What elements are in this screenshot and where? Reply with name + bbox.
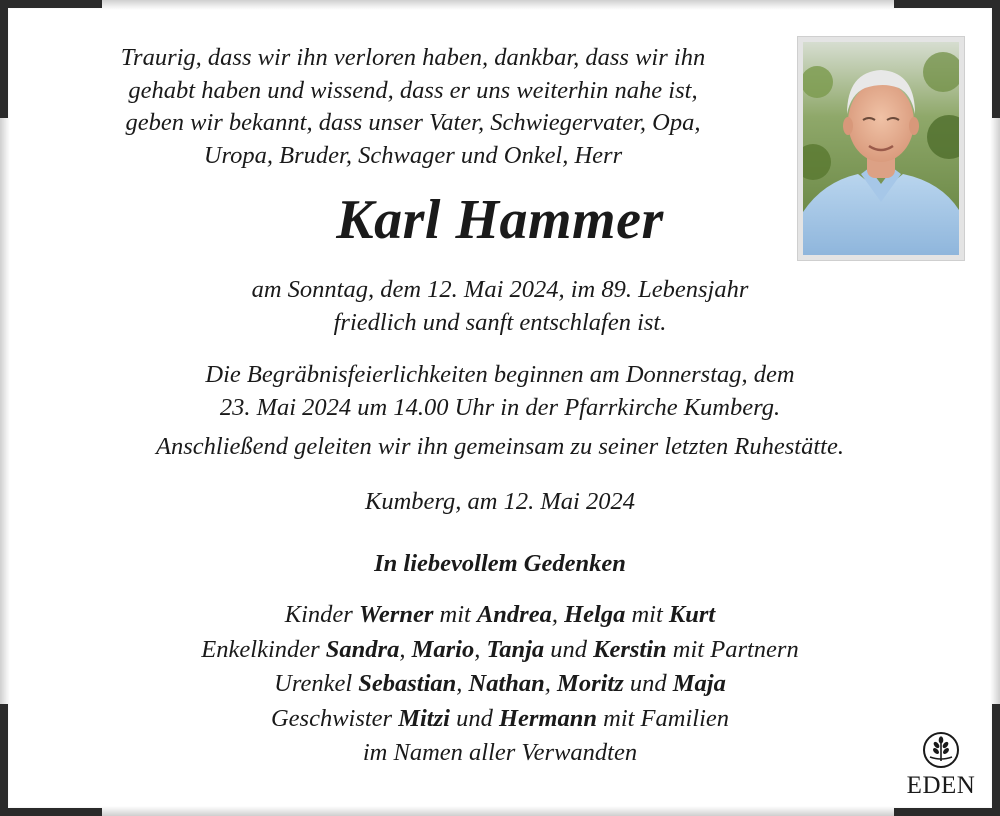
- family-text: ,: [544, 670, 558, 697]
- death-notice: [0, 274, 1000, 339]
- funeral-line: 23. Mai 2024 um 14.00 Uhr in der Pfarrkirche Kumberg.: [219, 393, 781, 421]
- wheat-emblem-icon: [921, 730, 961, 770]
- frame-corner-top-right-vertical: [992, 0, 1000, 118]
- family-text: mit Partnern: [666, 635, 799, 663]
- intro-line: gehabt haben und wissend, dass er uns weiterhin nahe ist,: [128, 76, 698, 104]
- family-text: ,: [399, 635, 412, 663]
- family-list: [0, 598, 1000, 771]
- family-name: Andrea: [476, 601, 552, 628]
- family-name: Helga: [564, 601, 626, 628]
- family-line-relatives: im Namen aller Verwandten: [362, 739, 638, 766]
- family-name: Sebastian: [358, 670, 457, 697]
- intro-line: Traurig, dass wir ihn verloren haben, dankbar, dass wir ihn: [120, 44, 706, 71]
- family-name: Kurt: [668, 601, 716, 628]
- intro-line: Uropa, Bruder, Schwager und Onkel, Herr: [203, 141, 623, 169]
- family-text: und: [623, 670, 673, 697]
- frame-corner-bottom-right: [894, 808, 1000, 816]
- family-line-great-grandchildren: [0, 667, 1000, 702]
- death-notice-line: friedlich und sanft entschlafen ist.: [333, 308, 667, 336]
- family-name: Nathan: [468, 670, 545, 697]
- family-name: Tanja: [486, 635, 545, 663]
- frame-corner-top-left-vertical: [0, 0, 8, 118]
- intro-line: geben wir bekannt, dass unser Vater, Schwiegervater, Opa,: [125, 109, 701, 136]
- family-text: Enkelkinder: [201, 635, 326, 663]
- frame-edge-bottom: [0, 806, 1000, 816]
- family-name: Mario: [411, 635, 475, 663]
- frame-corner-bottom-left: [0, 808, 102, 816]
- place-date: Kumberg, am 12. Mai 2024: [365, 488, 635, 515]
- funeral-line: Die Begräbnisfeierlichkeiten beginnen am Donnerstag, dem: [205, 361, 795, 388]
- family-text: Geschwister: [270, 704, 399, 732]
- frame-corner-top-right: [894, 0, 1000, 8]
- family-text: und: [449, 704, 499, 732]
- family-text: ,: [551, 601, 565, 628]
- family-name: Moritz: [557, 670, 624, 697]
- family-text: mit Familien: [597, 704, 730, 732]
- family-name: Sandra: [325, 635, 400, 663]
- family-name: Hermann: [498, 704, 597, 732]
- family-text: ,: [456, 670, 469, 697]
- family-text: Urenkel: [274, 670, 359, 697]
- family-text: Kinder: [284, 601, 359, 628]
- frame-edge-top: [0, 0, 1000, 10]
- eden-logo-text: EDEN: [906, 772, 976, 799]
- funeral-after-text: Anschließend geleiten wir ihn gemeinsam zu seiner letzten Ruhestätte.: [156, 433, 844, 460]
- family-text: und: [544, 635, 594, 663]
- family-line-siblings: [0, 702, 1000, 737]
- eden-logo: [896, 730, 986, 802]
- family-line-grandchildren: [0, 633, 1000, 668]
- family-text: ,: [474, 635, 487, 663]
- frame-corner-top-left: [0, 0, 102, 8]
- family-text: mit: [625, 601, 669, 628]
- intro-text: [50, 42, 776, 172]
- deceased-name: Karl Hammer: [336, 189, 664, 251]
- memory-heading: In liebevollem Gedenken: [374, 550, 626, 577]
- death-notice-line: am Sonntag, dem 12. Mai 2024, im 89. Lebensjahr: [251, 276, 749, 303]
- family-line-children: [0, 598, 1000, 633]
- family-name: Maja: [672, 670, 726, 697]
- family-name: Mitzi: [398, 704, 450, 732]
- funeral-info: [0, 359, 1000, 424]
- family-name: Werner: [358, 601, 434, 628]
- family-name: Kerstin: [593, 635, 667, 663]
- family-text: mit: [433, 601, 477, 628]
